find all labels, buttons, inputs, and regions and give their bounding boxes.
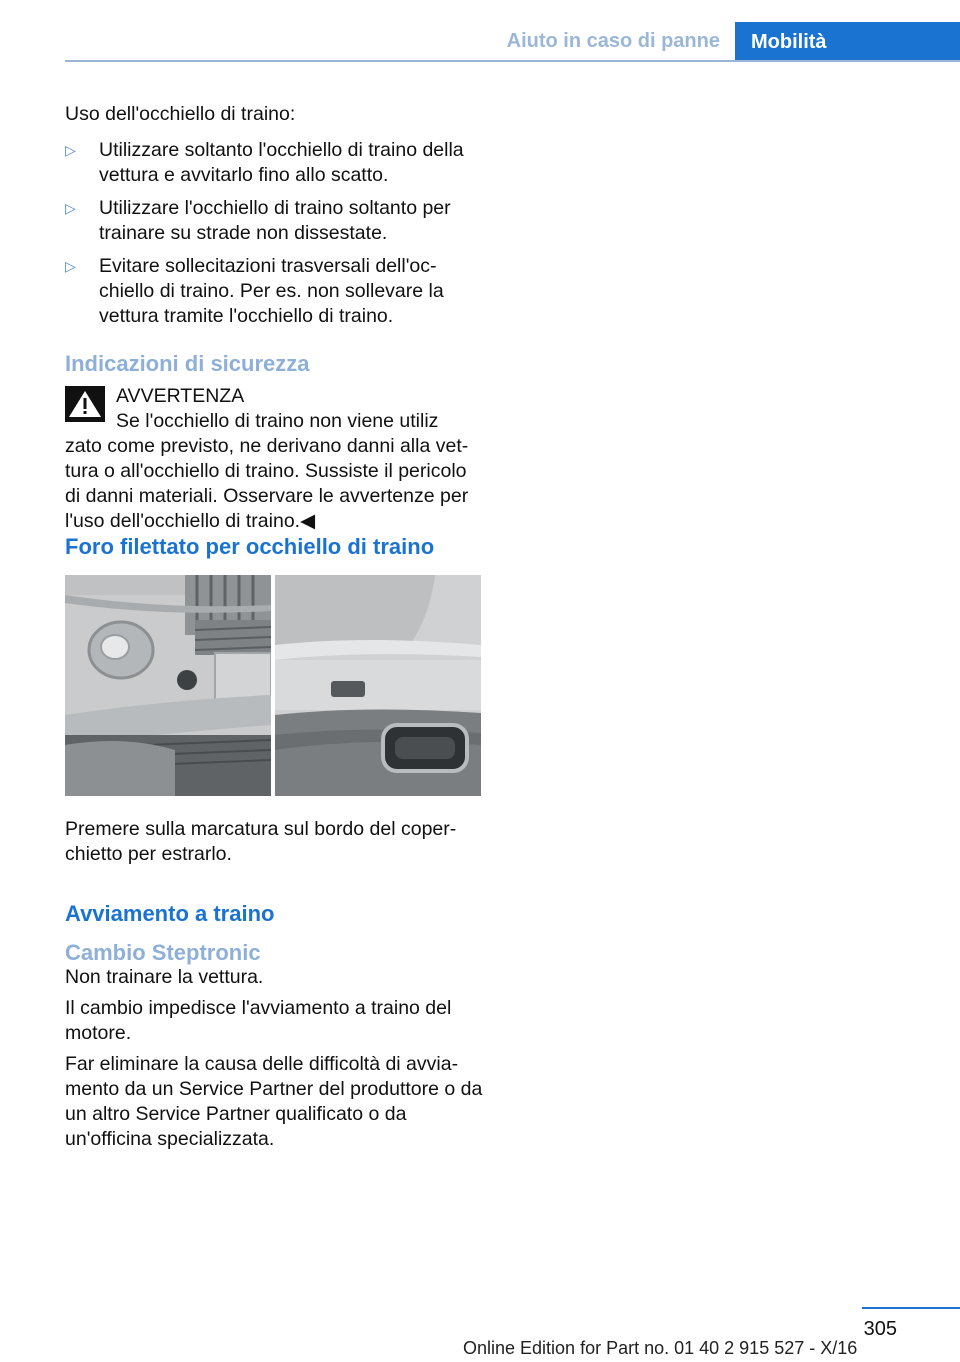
header-section-title: Aiuto in caso di panne bbox=[506, 30, 720, 52]
header-rule bbox=[65, 60, 960, 62]
triangle-right-icon: ▷ bbox=[65, 258, 76, 274]
content-column bbox=[65, 102, 483, 1152]
warning-text-first-line: Se l'occhiello di traino non viene utiliz bbox=[116, 410, 439, 432]
warning-block bbox=[65, 384, 483, 534]
header-chapter-tab: Mobilità bbox=[735, 22, 960, 62]
warning-label: AVVERTENZA bbox=[116, 385, 245, 407]
thread-heading: Foro filettato per occhiello di traino bbox=[65, 534, 435, 559]
list-item bbox=[65, 254, 483, 329]
tow-eye-thread-photo bbox=[65, 575, 481, 796]
steptronic-subheading: Cambio Steptronic bbox=[65, 940, 261, 965]
warning-text: zato come previsto, ne derivano danni alla vettura o all'occhiello di traino. Sussiste il pericolo di danni materiali. Osservare le avvertenze per l'uso dell'occhiello di traino.◀ bbox=[65, 435, 469, 532]
tow-start-paragraph: Far eliminare la causa delle difficoltà di avviamento da un Service Partner del produttore o da un altro Service Partner qualificato o da un'officina specializzata. bbox=[65, 1053, 483, 1150]
intro-text: Uso dell'occhiello di traino: bbox=[65, 103, 296, 125]
list-item bbox=[65, 196, 483, 246]
list-item bbox=[65, 138, 483, 188]
tow-start-paragraph: Il cambio impedisce l'avviamento a traino del motore. bbox=[65, 997, 452, 1044]
list-item-text: Utilizzare l'occhiello di traino soltanto per trainare su strade non dissestate. bbox=[99, 197, 451, 244]
thread-caption: Premere sulla marcatura sul bordo del coperchietto per estrarlo. bbox=[65, 818, 457, 865]
warning-triangle-icon bbox=[65, 386, 105, 422]
tow-start-paragraph: Non trainare la vettura. bbox=[65, 966, 264, 988]
tow-start-heading: Avviamento a traino bbox=[65, 901, 275, 926]
triangle-right-icon: ▷ bbox=[65, 142, 76, 158]
safety-heading: Indicazioni di sicurezza bbox=[65, 351, 310, 376]
list-item-text: Evitare sollecitazioni trasversali dell'occhiello di traino. Per es. non sollevare la vettura tramite l'occhiello di traino. bbox=[99, 255, 444, 327]
page-number: 305 bbox=[863, 1318, 897, 1340]
usage-list bbox=[65, 138, 483, 329]
edition-text: Online Edition for Part no. 01 40 2 915 527 - X/16 bbox=[463, 1338, 858, 1358]
list-item-text: Utilizzare soltanto l'occhiello di traino della vettura e avvitarlo fino allo scatto. bbox=[99, 139, 464, 186]
footer-rule bbox=[862, 1307, 960, 1309]
triangle-right-icon: ▷ bbox=[65, 200, 76, 216]
page-header bbox=[65, 22, 960, 62]
